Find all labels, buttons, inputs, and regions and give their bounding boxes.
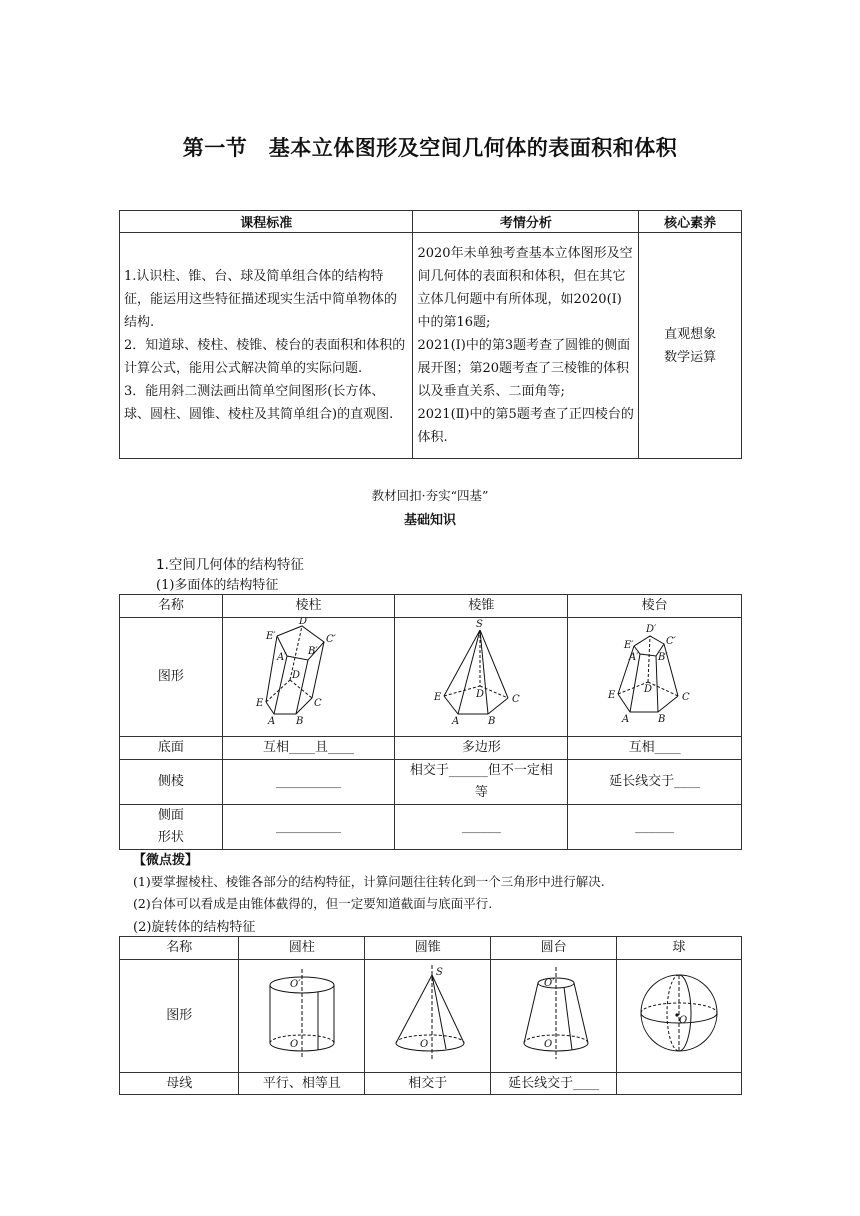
tip-item: (2)台体可以看成是由锥体截得的，但一定要知道截面与底面平行. [133,896,493,911]
frustum-lateral-face: ______ [568,805,742,850]
cone-figure-cell [365,960,491,1073]
frustum-cone-figure-cell [491,960,617,1073]
header-analysis: 考情分析 [413,211,639,233]
frustum-label: E [607,690,615,701]
frustum-label: A′ [628,652,639,663]
frustum-cone-figure [504,963,604,1063]
analysis-item: 2021(Ⅱ)中的第5题考查了正四棱台的体积. [417,407,634,445]
frustum-cone-label: O′ [543,977,555,989]
literacy-item: 数学运算 [664,349,717,365]
section-heading: 基础知识 [403,513,456,528]
polyhedron-table [119,594,742,850]
page-title: 第一节 基本立体图形及空间几何体的表面积和体积 [182,136,678,160]
literacy-cell [639,233,742,459]
col-frustum: 棱台 [568,595,742,618]
section-subtitle: 教材回扣·夯实“四基” [371,488,489,503]
row-label-figure: 图形 [120,618,223,737]
sphere-figure [629,963,729,1063]
prism-base: 互相____且____ [222,737,395,760]
frustum-figure-cell [568,618,742,737]
frustum-label: C′ [665,636,676,647]
heading-rotation-bodies: (2)旋转体的结构特征 [133,920,256,935]
cone-generatrix: 相交于 [365,1073,491,1095]
prism-label: A′ [276,652,287,663]
col-frustum-cone: 圆台 [491,937,617,960]
row-label-generatrix: 母线 [120,1073,239,1095]
cylinder-figure-cell [239,960,365,1073]
col-pyramid: 棱锥 [395,595,568,618]
pyramid-label: C [512,694,520,705]
rotation-table [119,936,742,1095]
standards-cell [120,233,413,459]
frustum-cone-label: O [543,1038,552,1050]
frustum-figure [600,618,710,728]
prism-lateral-edge: __________ [222,760,395,805]
pyramid-label: S [476,619,484,630]
row-label-lateral-face [120,805,223,850]
col-cone: 圆锥 [365,937,491,960]
row-label-lateral-edge: 侧棱 [120,760,223,805]
prism-label: C′ [325,634,336,645]
standards-table [119,210,742,459]
cone-figure [378,963,478,1063]
col-sphere: 球 [617,937,742,960]
row-label-figure: 图形 [120,960,239,1073]
frustum-label: C [681,692,690,703]
frustum-label: A [621,714,629,725]
analysis-cell [413,233,639,459]
pyramid-label: E [434,692,442,703]
col-prism: 棱柱 [222,595,395,618]
pyramid-figure [426,618,536,728]
pyramid-base: 多边形 [395,737,568,760]
pyramid-lateral-face: ______ [395,805,568,850]
pyramid-label: B [488,716,496,727]
frustum-label: E′ [623,640,634,651]
frustum-lateral-edge: 延长线交于____ [568,760,742,805]
frustum-label: B′ [657,652,668,663]
header-literacy: 核心素养 [639,211,742,233]
prism-label: D′ [298,618,309,627]
row-label-base: 底面 [120,737,223,760]
row-label-lateral-face-line: 形状 [157,830,184,845]
prism-label: B′ [307,646,318,657]
tip-heading: 【微点拨】 [133,853,199,868]
cylinder-label: O′ [289,978,301,990]
prism-label: A [267,716,275,727]
prism-label: E [255,698,263,709]
cone-label: S [435,966,443,978]
frustum-cone-generatrix: 延长线交于____ [491,1073,617,1095]
literacy-item: 直观想象 [664,326,717,342]
frustum-label: D′ [645,624,656,635]
pyramid-label: A [452,716,460,727]
cylinder-generatrix: 平行、相等且 [239,1073,365,1095]
row-label-name: 名称 [120,595,223,618]
sphere-label: O [679,1014,688,1026]
prism-figure-cell [222,618,395,737]
pyramid-label: D [476,689,485,700]
sphere-figure-cell [617,960,742,1073]
header-standards: 课程标准 [120,211,413,233]
frustum-label: D [643,684,652,695]
cylinder-label: O [289,1038,299,1050]
pyramid-figure-cell [395,618,568,737]
tip-item: (1)要掌握棱柱、棱锥各部分的结构特征，计算问题往往转化到一个三角形中进行解决. [133,874,605,889]
row-label-lateral-face-line: 侧面 [157,808,184,823]
cone-label: O [419,1038,428,1050]
analysis-item: 2020年未单独考查基本立体图形及空间几何体的表面积和体积，但在其它立体几何题中有所体现，如2020(Ⅰ)中的第16题; [417,246,633,330]
col-cylinder: 圆柱 [239,937,365,960]
prism-label: C [313,698,322,709]
prism-label: B [295,716,303,727]
prism-label: D [291,670,300,681]
prism-label: E′ [265,631,276,642]
prism-figure [254,618,364,728]
pyramid-lateral-edge: 相交于______但不一定相等 [395,760,568,805]
analysis-item: 2021(Ⅰ)中的第3题考查了圆锥的侧面展开图；第20题考查了三棱锥的体积以及垂直关系、二面角等; [417,338,631,399]
standard-item: 2．知道球、棱柱、棱锥、棱台的表面积和体积的计算公式，能用公式解决简单的实际问题. [124,338,406,376]
prism-lateral-face: __________ [222,805,395,850]
standard-item: 3．能用斜二测法画出简单空间图形(长方体、球、圆柱、圆锥、棱柱及其简单组合)的直观图. [124,384,394,422]
heading-structure-features: 1.空间几何体的结构特征 [156,557,304,573]
sphere-generatrix [617,1073,742,1095]
cylinder-figure [252,963,352,1063]
standard-item: 1.认识柱、锥、台、球及简单组合体的结构特征，能运用这些特征描述现实生活中简单物体的结构. [124,269,398,330]
heading-polyhedron: (1)多面体的结构特征 [156,578,279,593]
row-label-name: 名称 [120,937,239,960]
frustum-base: 互相____ [568,737,742,760]
frustum-label: B [657,714,665,725]
